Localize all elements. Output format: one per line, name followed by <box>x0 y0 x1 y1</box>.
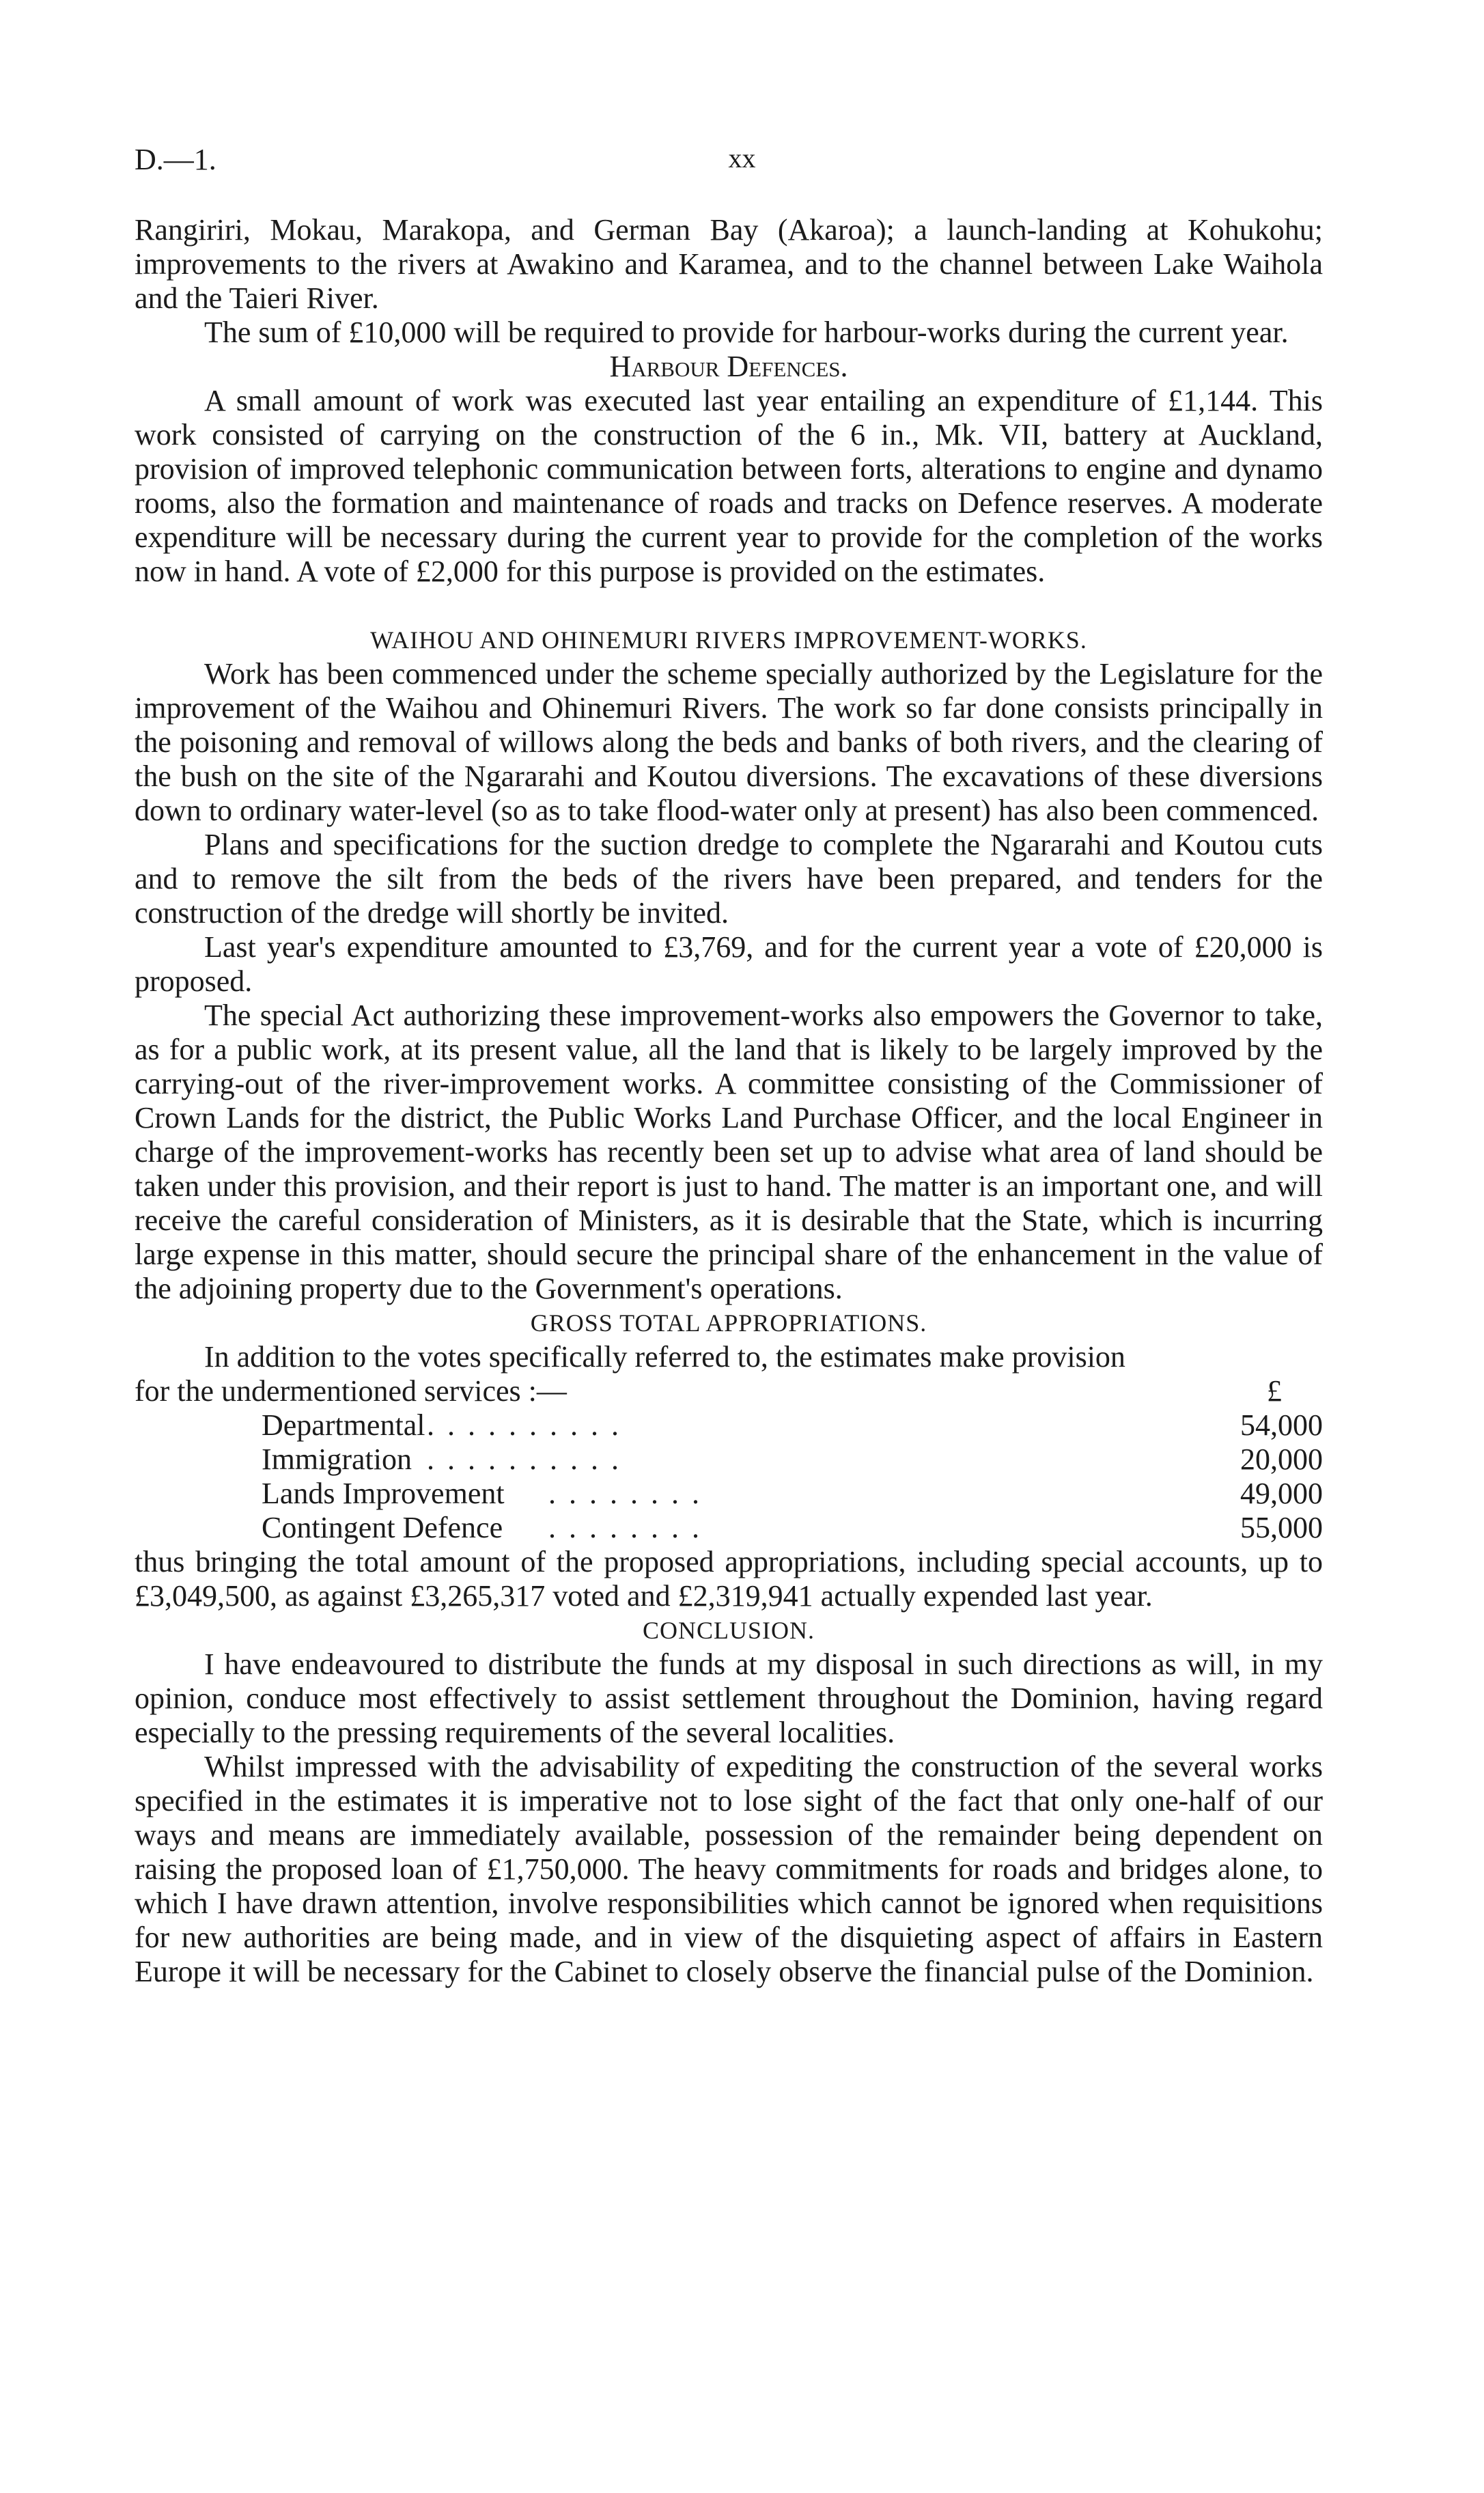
leader-dots: . . . . . . . . . . <box>427 1443 621 1476</box>
gross-total-intro-line-1: In addition to the votes specifically referred to, the estimates make provision <box>204 1340 1125 1374</box>
service-name: Contingent Defence <box>262 1511 503 1544</box>
conclusion-heading: CONCLUSION. <box>642 1617 815 1644</box>
leader-dots: . . . . . . . . <box>548 1477 702 1510</box>
service-name: Departmental <box>262 1408 425 1442</box>
service-name: Immigration <box>262 1443 412 1476</box>
leader-dots: . . . . . . . . . . <box>427 1408 621 1442</box>
waihou-paragraph-4: The special Act authorizing these improvement-works also empowers the Governor to take, as for a public work, at its present value, all the land that is likely to be largely improved by the carrying-out of the river-improvement works. A committee consisting of the Commissioner of Crown Lands for the district, the Public Works Land Purchase Officer, and the local Engineer in charge of the improvement-works has recently been set up to advise what area of land should be taken under this provision, and their report is just to hand. The matter is an important one, and will receive the careful consideration of Ministers, as it is desirable that the State, which is incurring large expense in this matter, should secure the principal share of the enhancement in the value of the adjoining property due to the Government's operations. <box>135 999 1323 1305</box>
harbour-works-paragraph: The sum of £10,000 will be required to provide for harbour-works during the current year. <box>204 316 1289 349</box>
service-amount: 49,000 <box>1240 1477 1323 1510</box>
leader-dots: . . . . . . . . <box>548 1511 702 1544</box>
service-row <box>135 1443 1323 1477</box>
gross-total-closing: thus bringing the total amount of the proposed appropriations, including special accounts, up to £3,049,500, as against £3,265,317 voted and £2,319,941 actually expended last year. <box>135 1545 1323 1613</box>
service-amount: 55,000 <box>1240 1511 1323 1544</box>
service-row <box>135 1408 1323 1443</box>
service-row <box>135 1511 1323 1545</box>
intro-paragraph: Rangiriri, Mokau, Marakopa, and German Bay (Akaroa); a launch-landing at Kohukohu; improvements to the rivers at Awakino and Karamea, and to the channel between Lake Waihola and the Taieri River. <box>135 213 1323 315</box>
gross-total-intro-line-2: for the undermentioned services :— <box>135 1374 567 1408</box>
harbour-defences-paragraph: A small amount of work was executed last year entailing an expenditure of £1,144. This work consisted of carrying on the construction of the 6 in., Mk. VII, battery at Auckland, provision of improved telephonic communication between forts, alterations to engine and dynamo rooms, also the formation and maintenance of roads and tracks on Defence reserves. A moderate expenditure will be necessary during the current year to provide for the completion of the works now in hand. A vote of £2,000 for this purpose is provided on the estimates. <box>135 384 1323 588</box>
waihou-paragraph-1: Work has been commenced under the scheme specially authorized by the Legislature for the improvement of the Waihou and Ohinemuri Rivers. The work so far done consists principally in the poisoning and removal of willows along the beds and banks of both rivers, and the clearing of the bush on the site of the Ngararahi and Koutou diversions. The excavations of these diversions down to ordinary water-level (so as to take flood-water only at present) has also been commenced. <box>135 657 1323 827</box>
conclusion-paragraph-1: I have endeavoured to distribute the funds at my disposal in such directions as will, in my opinion, conduce most effectively to assist settlement throughout the Dominion, having regard especially to the pressing requirements of the several localities. <box>135 1647 1323 1749</box>
service-amount: 54,000 <box>1240 1408 1323 1442</box>
service-name: Lands Improvement <box>262 1477 505 1510</box>
harbour-defences-heading: Harbour Defences. <box>609 350 848 383</box>
document-body <box>135 213 1323 1989</box>
service-amount: 20,000 <box>1240 1443 1323 1476</box>
page-number: xx <box>728 143 756 173</box>
services-table <box>135 1408 1323 1545</box>
waihou-paragraph-2: Plans and specifications for the suction dredge to complete the Ngararahi and Koutou cuts and to remove the silt from the beds of the rivers have been prepared, and tenders for the construction of the dredge will shortly be invited. <box>135 828 1323 930</box>
waihou-heading: WAIHOU AND OHINEMURI RIVERS IMPROVEMENT-WORKS. <box>370 626 1087 654</box>
currency-symbol: £ <box>1267 1374 1282 1408</box>
gross-total-heading: GROSS TOTAL APPROPRIATIONS. <box>530 1309 927 1337</box>
conclusion-paragraph-2: Whilst impressed with the advisability of expediting the construction of the several works specified in the estimates it is imperative not to lose sight of the fact that only one-half of our ways and means are immediately available, possession of the remainder being dependent on raising the proposed loan of £1,750,000. The heavy commitments for roads and bridges alone, to which I have drawn attention, involve responsibilities which cannot be ignored when requisitions for new authorities are being made, and in view of the disquieting aspect of affairs in Eastern Europe it will be necessary for the Cabinet to closely observe the financial pulse of the Dominion. <box>135 1750 1323 1988</box>
service-row <box>135 1477 1323 1511</box>
waihou-paragraph-3: Last year's expenditure amounted to £3,769, and for the current year a vote of £20,000 is proposed. <box>135 930 1323 998</box>
gross-total-intro-line-2-row <box>135 1374 1323 1408</box>
page-reference: D.—1. <box>135 143 216 176</box>
